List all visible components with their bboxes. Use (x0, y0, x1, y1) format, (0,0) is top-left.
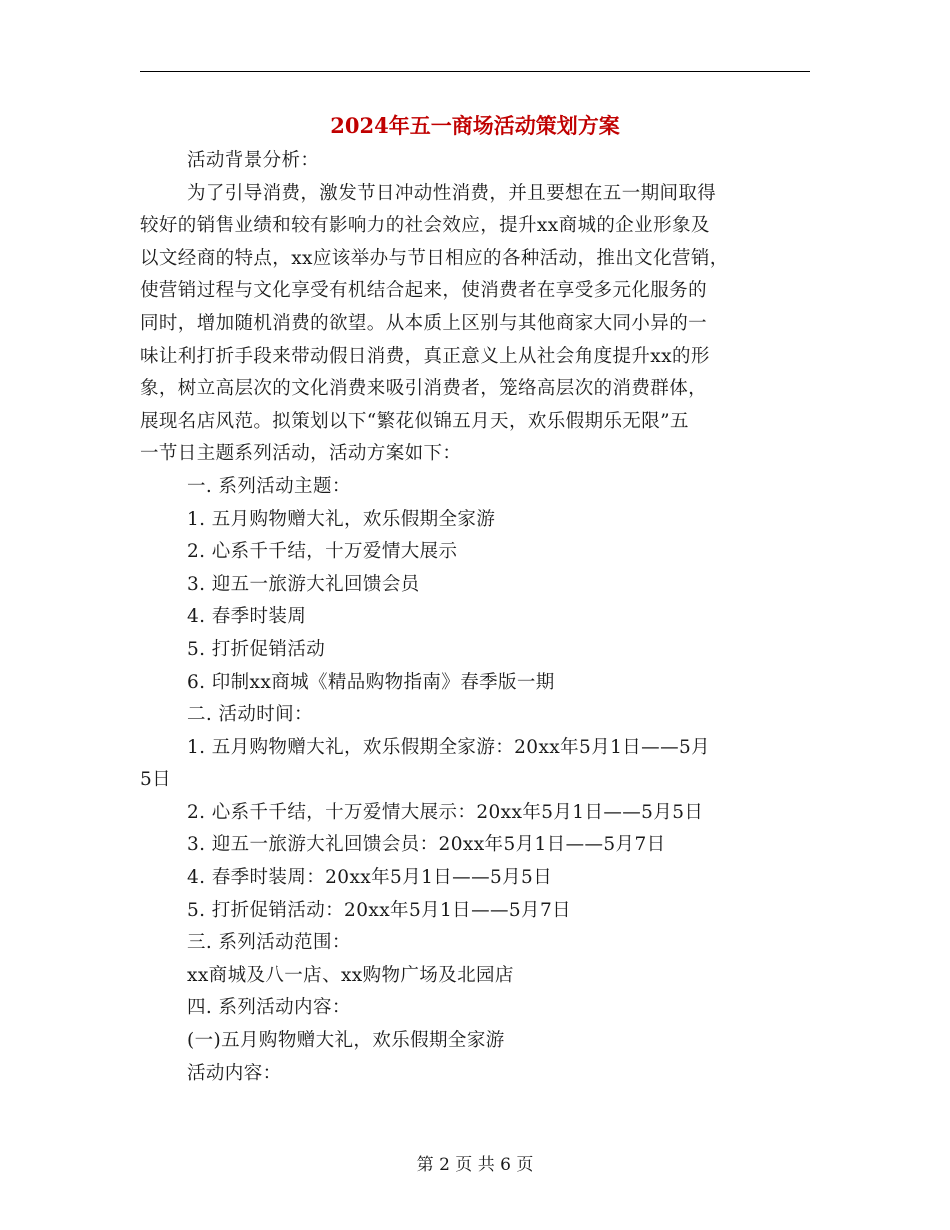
list-item-continuation: 5日 (140, 769, 172, 791)
list-item: 5. 打折促销活动：20xx年5月1日——5月7日 (187, 899, 572, 921)
list-item: 4. 春季时装周：20xx年5月1日——5月5日 (187, 867, 553, 889)
paragraph-line: 活动背景分析： (187, 150, 320, 171)
page-footer: 第 2 页 共 6 页 (416, 1155, 534, 1175)
paragraph-line: 同时，增加随机消费的欲望。从本质上区别与其他商家大同小异的一 (140, 312, 708, 334)
header-rule (140, 71, 810, 72)
paragraph-line: 较好的销售业绩和较有影响力的社会效应，提升xx商城的企业形象及 (140, 215, 710, 237)
section-heading: 四. 系列活动内容： (187, 997, 351, 1019)
paragraph-line: 味让利打折手段来带动假日消费，真正意义上从社会角度提升xx的形 (140, 345, 710, 367)
list-item: 6. 印制xx商城《精品购物指南》春季版一期 (187, 671, 555, 693)
list-item: 2. 心系千千结，十万爱情大展示：20xx年5月1日——5月5日 (187, 801, 704, 823)
document-title: 2024年五一商场活动策划方案 (330, 113, 620, 138)
list-item: 2. 心系千千结，十万爱情大展示 (187, 541, 458, 563)
list-item: 3. 迎五一旅游大礼回馈会员：20xx年5月1日——5月7日 (187, 834, 666, 856)
list-item: 1. 五月购物赠大礼，欢乐假期全家游 (187, 508, 496, 530)
section-heading: 一. 系列活动主题： (187, 475, 351, 497)
paragraph-line: 以文经商的特点，xx应该举办与节日相应的各种活动，推出文化营销， (140, 247, 729, 269)
list-item: 3. 迎五一旅游大礼回馈会员 (187, 573, 420, 595)
subsection-heading: (一)五月购物赠大礼，欢乐假期全家游 (187, 1030, 505, 1052)
list-item: 5. 打折促销活动 (187, 638, 326, 660)
list-item: 1. 五月购物赠大礼，欢乐假期全家游：20xx年5月1日——5月 (187, 736, 711, 758)
section-heading: 三. 系列活动范围： (187, 932, 351, 954)
paragraph-line: 活动内容： (187, 1062, 282, 1084)
paragraph-line: 象，树立高层次的文化消费来吸引消费者，笼络高层次的消费群体， (140, 378, 708, 400)
list-item: 4. 春季时装周 (187, 606, 307, 628)
document-body (140, 145, 810, 1090)
paragraph-line: 展现名店风范。拟策划以下“繁花似锦五月天，欢乐假期乐无限”五 (140, 410, 689, 432)
paragraph-line: 使营销过程与文化享受有机结合起来，使消费者在享受多元化服务的 (140, 280, 708, 302)
section-heading: 二. 活动时间： (187, 704, 313, 726)
paragraph-line: 一节日主题系列活动，活动方案如下： (140, 443, 462, 465)
paragraph-line: xx商城及八一店、xx购物广场及北园店 (187, 964, 514, 986)
paragraph-line: 为了引导消费，激发节日冲动性消费，并且要想在五一期间取得 (187, 182, 717, 204)
